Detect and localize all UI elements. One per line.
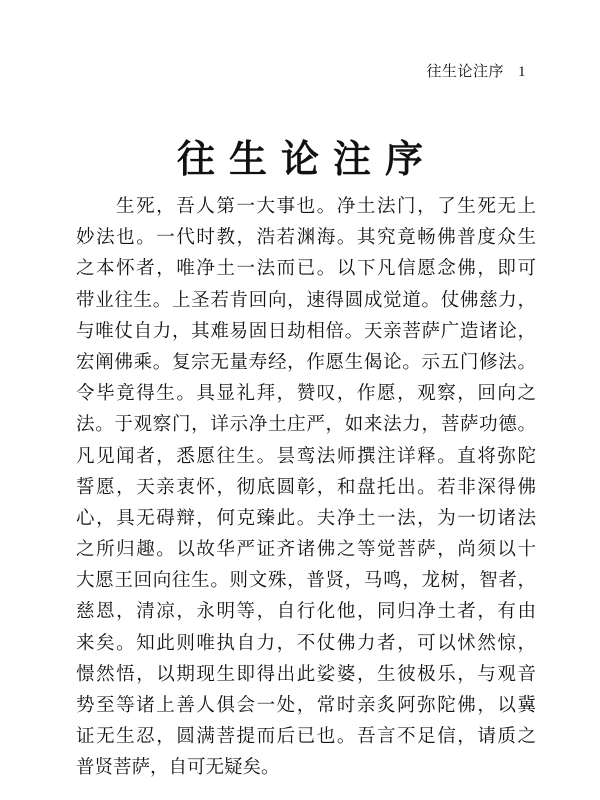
text-line: 带业往生。上圣若肯回向，速得圆成觉道。仗佛慈力，: [76, 289, 536, 311]
text-line: 慈恩，清凉，永明等，自行化他，同归净土者，有由: [76, 601, 536, 623]
text-line: 心，具无碍辩，何克臻此。夫净土一法，为一切诸法: [76, 507, 536, 529]
text-line: 之所归趣。以故华严证齐诸佛之等觉菩萨，尚须以十: [76, 539, 536, 561]
page-title: 往生论注序: [176, 136, 437, 181]
text-line: 令毕竟得生。具显礼拜，赞叹，作愿，观察，回向之: [76, 383, 536, 405]
text-line: 之本怀者，唯净土一法而已。以下凡信愿念佛，即可: [76, 258, 536, 280]
text-line: 来矣。知此则唯执自力，不仗佛力者，可以怵然惊，: [76, 632, 536, 654]
text-line: 普贤菩萨，自可无疑矣。: [76, 757, 280, 779]
preface-body: [76, 191, 536, 784]
running-title: 往生论注序: [426, 62, 504, 80]
text-line: 宏阐佛乘。复宗无量寿经，作愿生偈论。示五门修法。: [76, 351, 536, 373]
text-line: 与唯仗自力，其难易固日劫相倍。天亲菩萨广造诸论，: [76, 320, 536, 342]
text-line: 誓愿，天亲衷怀，彻底圆彰，和盘托出。若非深得佛: [76, 476, 536, 498]
text-line: 法。于观察门，详示净土庄严，如来法力，菩萨功德。: [76, 414, 536, 436]
text-line: 憬然悟，以期现生即得出此娑婆，生彼极乐，与观音: [76, 663, 536, 685]
text-line: 妙法也。一代时教，浩若渊海。其究竟畅佛普度众生: [76, 227, 536, 249]
text-line: 大愿王回向往生。则文殊，普贤，马鸣，龙树，智者，: [76, 570, 536, 592]
text-line: 势至等诸上善人俱会一处，常时亲炙阿弥陀佛，以冀: [76, 695, 536, 716]
running-header: [426, 60, 526, 81]
text-line: 证无生忍，圆满菩提而后已也。吾言不足信，请质之: [76, 726, 536, 748]
text-line: 生死，吾人第一大事也。净土法门，了生死无上: [116, 196, 536, 217]
text-line: 凡见闻者，悉愿往生。昙鸾法师撰注详释。直将弥陀: [76, 445, 536, 467]
page-number: 1: [518, 64, 526, 80]
